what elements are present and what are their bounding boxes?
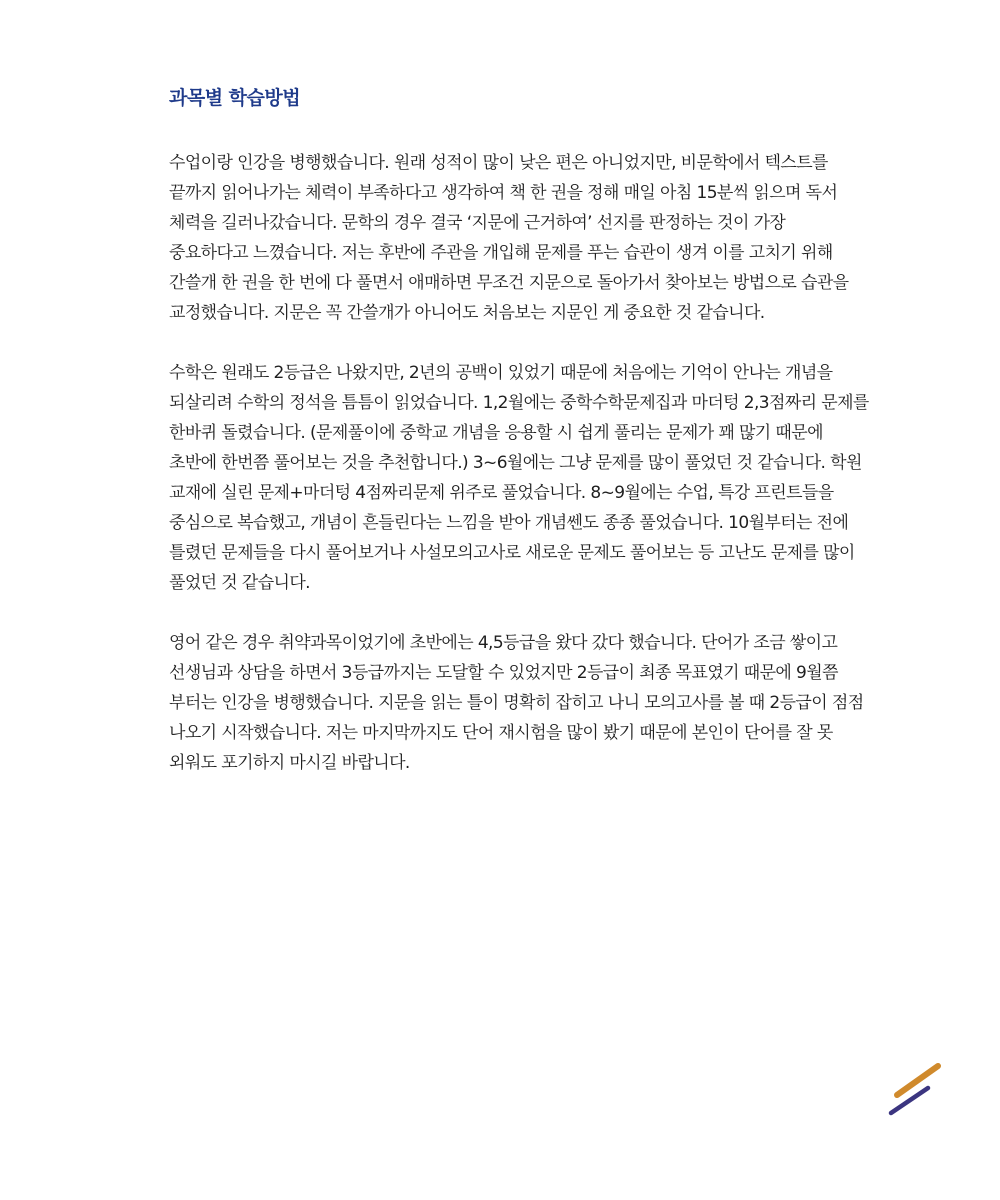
paragraph-korean: 수업이랑 인강을 병행했습니다. 원래 성적이 많이 낮은 편은 아니었지만, 비문학에서 텍스트를 끝까지 읽어나가는 체력이 부족하다고 생각하여 책 한 권을 정해 매일 아침 15분씩 읽으며 독서 체력을 길러나갔습니다. 문학의 경우 결국 ‘지문에 근거하여’ 선지를 판정하는 것이 가장 중요하다고 느꼈습니다. 저는 후반에 주관을 개입해 문제를 푸는 습관이 생겨 이를 고치기 위해 간쓸개 한 권을 한 번에 다 풀면서 애매하면 무조건 지문으로 돌아가서 찾아보는 방법으로 습관을 교정했습니다. 지문은 꼭 간쓸개가 아니어도 처음보는 지문인 게 중요한 것 같습니다.: [169, 153, 849, 323]
section-title: 과목별 학습방법: [169, 87, 301, 109]
double-slash-logo-icon: [884, 1058, 944, 1120]
paragraph-english: 영어 같은 경우 취약과목이었기에 초반에는 4,5등급을 왔다 갔다 했습니다. 단어가 조금 쌓이고 선생님과 상담을 하면서 3등급까지는 도달할 수 있었지만 2등급이 최종 목표였기 때문에 9월쯤 부터는 인강을 병행했습니다. 지문을 읽는 틀이 명확히 잡히고 나니 모의고사를 볼 때 2등급이 점점 나오기 시작했습니다. 저는 마지막까지도 단어 재시험을 많이 봤기 때문에 본인이 단어를 잘 못 외워도 포기하지 마시길 바랍니다.: [169, 633, 864, 773]
logo-stroke-upper: [897, 1066, 938, 1095]
document-page: [169, 84, 869, 808]
paragraph-math: 수학은 원래도 2등급은 나왔지만, 2년의 공백이 있었기 때문에 처음에는 기억이 안나는 개념을 되살리려 수학의 정석을 틈틈이 읽었습니다. 1,2월에는 중학수학문제집과 마더텅 2,3점짜리 문제를 한바퀴 돌렸습니다. (문제풀이에 중학교 개념을 응용할 시 쉽게 풀리는 문제가 꽤 많기 때문에 초반에 한번쯤 풀어보는 것을 추천합니다.) 3~6월에는 그냥 문제를 많이 풀었던 것 같습니다. 학원 교재에 실린 문제+마더텅 4점짜리문제 위주로 풀었습니다. 8~9월에는 수업, 특강 프린트들을 중심으로 복습했고, 개념이 흔들린다는 느낌을 받아 개념쎈도 종종 풀었습니다. 10월부터는 전에 틀렸던 문제들을 다시 풀어보거나 사설모의고사로 새로운 문제도 풀어보는 등 고난도 문제를 많이 풀었던 것 같습니다.: [169, 363, 869, 593]
